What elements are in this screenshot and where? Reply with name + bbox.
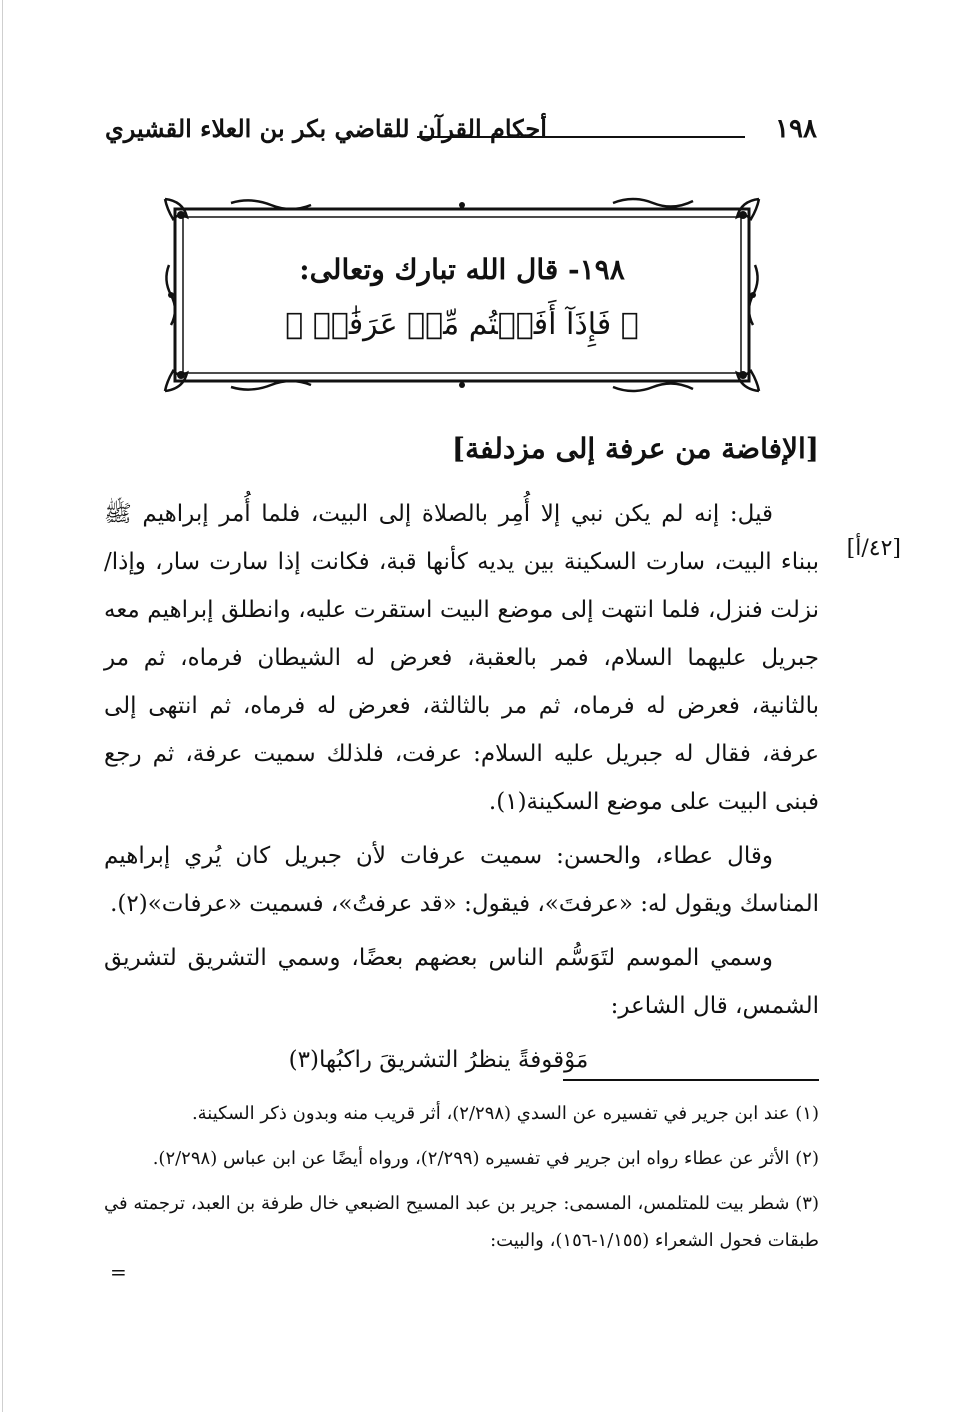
manuscript-folio-note: [٤٢/أ] <box>846 536 901 561</box>
footnote: (١) عند ابن جرير في تفسيره عن السدي (٢/٢٩٨)، أثر قريب منه وبدون ذكر السكينة. <box>191 1103 819 1124</box>
poem-line: مَوْقوفةً ينظرُ التشريقَ راكبُها(٣) <box>288 1047 589 1073</box>
quran-verse: ﴿ فَإِذَآ أَفَضۡتُم مِّنۡ عَرَفَٰتٖ ﴾ <box>285 307 639 342</box>
running-header <box>105 112 817 152</box>
footnotes <box>104 1095 819 1267</box>
paragraph: وسمي الموسم لتَوَسُّم الناس بعضهم بعضًا، وسمي التشريق لتشريق الشمس، قال الشاعر: <box>104 945 819 1019</box>
footnote: (٢) الأثر عن عطاء رواه ابن جرير في تفسيره (٢/٢٩٩)، ورواه أيضًا عن ابن عباس (٢/٢٩٨). <box>152 1148 819 1169</box>
verse-heading: ١٩٨- قال الله تبارك وتعالى: <box>299 253 625 286</box>
ornament-border-icon <box>161 195 763 395</box>
footnote: (٣) شطر بيت للمتلمس، المسمى: جرير بن عبد المسيح الضبعي خال طرفة بن العبد، ترجمته في طبقات فحول الشعراء (١/١٥٥-١٥٦)، والبيت: <box>104 1193 819 1251</box>
paragraph: قيل: إنه لم يكن نبي إلا أُمِر بالصلاة إلى البيت، فلما أُمر إبراهيم ﷺ ببناء البيت، سارت السكينة بين يديه كأنها قبة، فكانت إذا سارت سار، وإذا/ نزلت فنزل، فلما انتهت إلى موضع البيت استقرت عليه، وانطلق إبراهيم معه جبريل عليهما السلام، فمر بالعقبة، فعرض له الشيطان فرماه، ثم مر بالثانية، فعرض له فرماه، ثم مر بالثالثة، فعرض له فرماه، ثم انتهى إلى عرفة، فقال له جبريل عليه السلام: عرفت، فلذلك سميت عرفة، ثم رجع فبنى البيت على موضع السكينة(١). <box>104 501 819 815</box>
main-text <box>104 490 819 1090</box>
section-heading: [الإفاضة من عرفة إلى مزدلفة] <box>451 432 819 465</box>
page-number: ١٩٨ <box>775 114 817 144</box>
ornate-verse-frame <box>161 195 763 395</box>
book-title: أحكام القرآن للقاضي بكر بن العلاء القشيري <box>105 114 547 143</box>
paragraph: وقال عطاء، والحسن: سميت عرفات لأن جبريل كان يُري إبراهيم المناسك ويقول له: «عرفتَ»، فيقول: «قد عرفتُ»، فسميت «عرفات»(٢). <box>104 843 819 917</box>
continuation-mark: = <box>110 1260 127 1284</box>
footnote-separator <box>563 1079 819 1081</box>
